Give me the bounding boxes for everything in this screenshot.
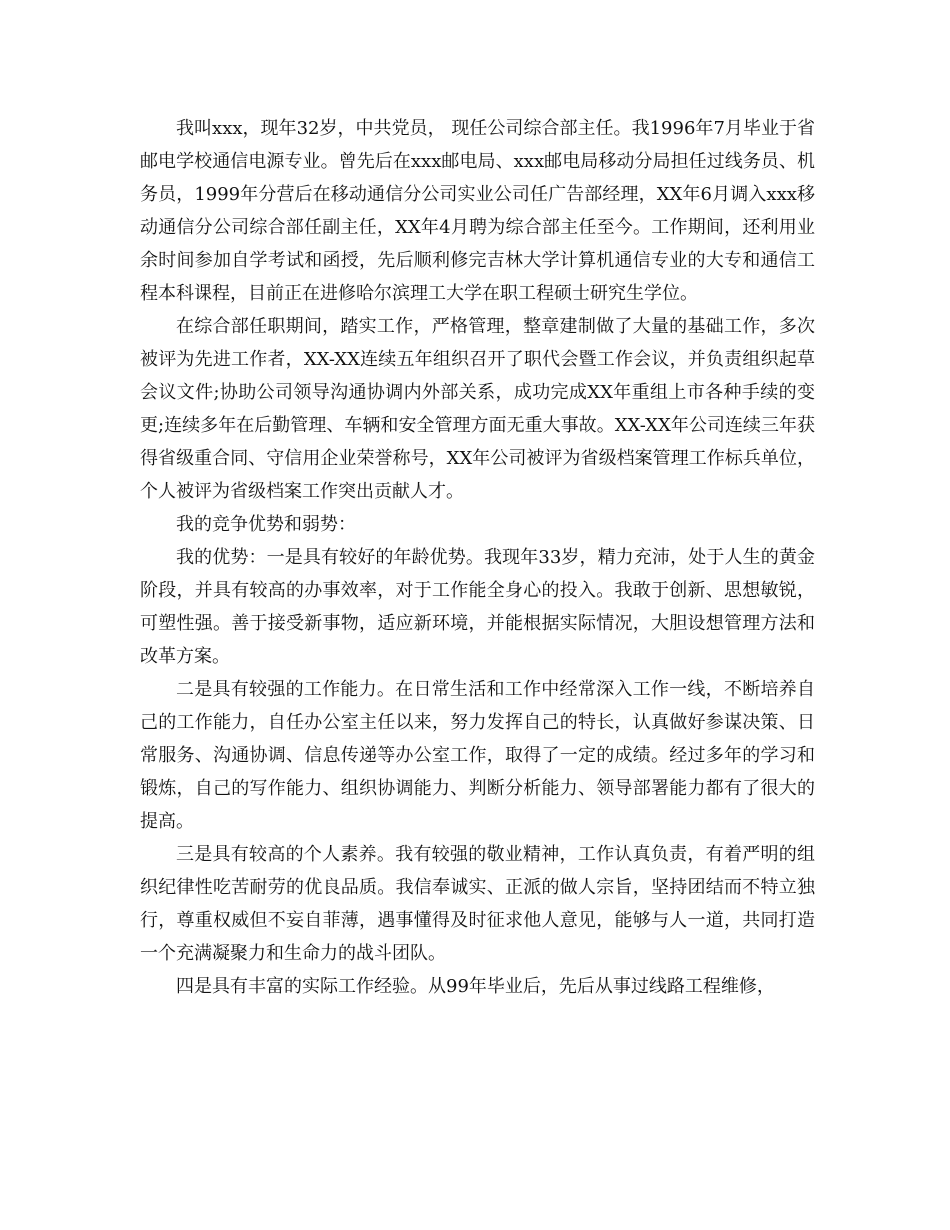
paragraph-strength-experience: 四是具有丰富的实际工作经验。从99年毕业后，先后从事过线路工程维修， <box>176 976 775 997</box>
paragraph-self-introduction: 我叫xxx，现年32岁，中共党员， 现任公司综合部主任。我1996年7月毕业于省邮电学校通信电源专业。曾先后在xxx邮电局、xxx邮电局移动分局担任过线务员、机务员，1999年分营后在移动通信分公司实业公司任广告部经理，XX年6月调入xxx移动通信分公司综合部任副主任，XX年4月聘为综合部主任至今。工作期间，还利用业余时间参加自学考试和函授，先后顺利修完吉林大学计算机通信专业的大专和通信工程本科课程，目前正在进修哈尔滨理工大学在职工程硕士研究生学位。 <box>140 118 815 304</box>
paragraph-work-achievements: 在综合部任职期间，踏实工作，严格管理，整章建制做了大量的基础工作，多次被评为先进工作者，XX-XX连续五年组织召开了职代会暨工作会议，并负责组织起草会议文件;协助公司领导沟通协调内外部关系，成功完成XX年重组上市各种手续的变更;连续多年在后勤管理、车辆和安全管理方面无重大事故。XX-XX年公司连续三年获得省级重合同、守信用企业荣誉称号，XX年公司被评为省级档案管理工作标兵单位，个人被评为省级档案工作突出贡献人才。 <box>140 316 815 502</box>
document-body <box>140 112 815 1003</box>
paragraph-strength-ability: 二是具有较强的工作能力。在日常生活和工作中经常深入工作一线，不断培养自己的工作能力，自任办公室主任以来，努力发挥自己的特长，认真做好参谋决策、日常服务、沟通协调、信息传递等办公室工作，取得了一定的成绩。经过多年的学习和锻炼，自己的写作能力、组织协调能力、判断分析能力、领导部署能力都有了很大的提高。 <box>140 679 815 832</box>
paragraph-strength-character: 三是具有较高的个人素养。我有较强的敬业精神，工作认真负责，有着严明的组织纪律性吃苦耐劳的优良品质。我信奉诚实、正派的做人宗旨，坚持团结而不特立独行，尊重权威但不妄自菲薄，遇事懂得及时征求他人意见，能够与人一道，共同打造一个充满凝聚力和生命力的战斗团队。 <box>140 844 815 964</box>
paragraph-strength-age: 我的优势：一是具有较好的年龄优势。我现年33岁，精力充沛，处于人生的黄金阶段，并具有较高的办事效率，对于工作能全身心的投入。我敢于创新、思想敏锐，可塑性强。善于接受新事物，适应新环境，并能根据实际情况，大胆设想管理方法和改革方案。 <box>140 547 815 667</box>
paragraph-strengths-heading: 我的竞争优势和弱势： <box>176 514 356 535</box>
